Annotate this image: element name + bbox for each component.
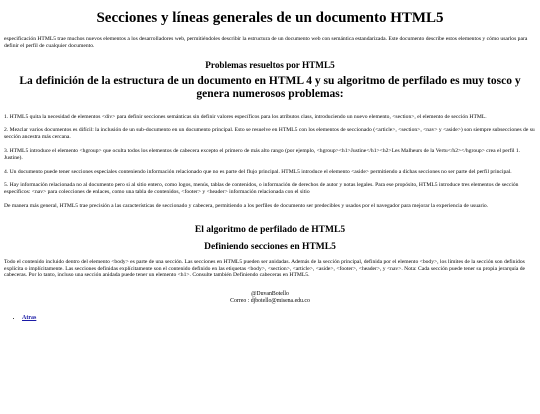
document-page [0, 9, 540, 414]
intro-paragraph: especificación HTML5 trae muchos nuevos elementos a los desarrolladores web, permitiéndoles describir la estructura de un documento web con semántica estandarizada. Este documento describe estos elementos y cómo usarlos para definir el perfil de cualquier documento. [4, 36, 528, 49]
author-email: Correo : djbotello@misena.edu.co [230, 298, 310, 305]
signature-block [4, 291, 536, 305]
algorithm-body: Todo el contenido incluido dentro del elemento <body> es parte de una sección. Las secciones en HTML5 pueden ser anidadas. Además de la sección principal, definida por el elemento <body>, los límites de la sección son definidos explícita o implícitamente. Las secciones definidas explícitamente son el contenido definido en las etiquetas <body>, <section>, <article>, <aside>, <footer>, <header>, y <nav>. Nota: Cada sección puede tener su propia jerarquía de cabeceras. Por lo tanto, incluso una sección anidada puede tener un elemento <h1>. Consulte también Definiendo cabeceras en HTML5. [4, 258, 526, 279]
page-title: Secciones y líneas generales de un documento HTML5 [96, 10, 444, 26]
algorithm-subheading: Definiendo secciones en HTML5 [204, 241, 336, 252]
problems-heading: Problemas resueltos por HTML5 [205, 59, 335, 70]
problems-conclusion: De manera más general, HTML5 trae precisión a las características de seccionado y cabecera, permitiendo a los perfiles de documento ser predecibles y usados por el navegador para mejorar la experiencia de usuario. [4, 202, 489, 209]
problem-item-3: 3. HTML5 introduce el elemento <hgroup> que oculta todos los elementos de cabecera excepto el primero de más alto rango (por ejemplo, <hgroup><h1>Justine</h1><h2>Les Malheurs de la Vertu</h2></hgroup> crea el perfil 1. Justine). [4, 147, 521, 161]
back-link[interactable]: Atras [22, 314, 37, 321]
problem-item-1: 1. HTML5 quita la necesidad de elementos <div> para definir secciones semánticas sin definir valores específicos para los atributos class, introduciendo un nuevo elemento, <section>, el elemento de sección HTML. [4, 113, 487, 120]
problems-subheading: La definición de la estructura de un documento en HTML 4 y su algoritmo de perfilado es muy tosco y genera numerosos problemas: [19, 74, 521, 101]
problem-item-5: 5. Hay información relacionada no al documento pero si al sitio entero, como logos, menús, tablas de contenidos, o información de derechos de autor y notas legales. Para ese propósito, HTML5 introduce tres elementos de sección específicos: <nav> para colecciones de enlaces, como una tabla de contenidos, <footer> y <header> información relacionada con el sitio [4, 182, 519, 196]
nav-item-back [22, 314, 536, 322]
algorithm-heading: El algoritmo de perfilado de HTML5 [194, 224, 346, 235]
problem-item-2: 2. Mezclar varios documentos es difícil: la inclusión de un sub-documento en un documento principal. Esto se resuelve en HTML5 con los elementos de seccionado (<article>, <section>, <nav> y <aside>) son siempre subsecciones de su sección ancestra más cercana. [4, 127, 535, 141]
footer-nav [4, 314, 536, 322]
problem-item-4: 4. Un documento puede tener secciones especiales conteniendo información relacionado que no es parte del flujo principal. HTML5 introduce el elemento <aside> permitiendo a dichas secciones no ser parte del perfil principal. [4, 168, 512, 175]
author-handle: @DuvanBotello [251, 291, 289, 298]
